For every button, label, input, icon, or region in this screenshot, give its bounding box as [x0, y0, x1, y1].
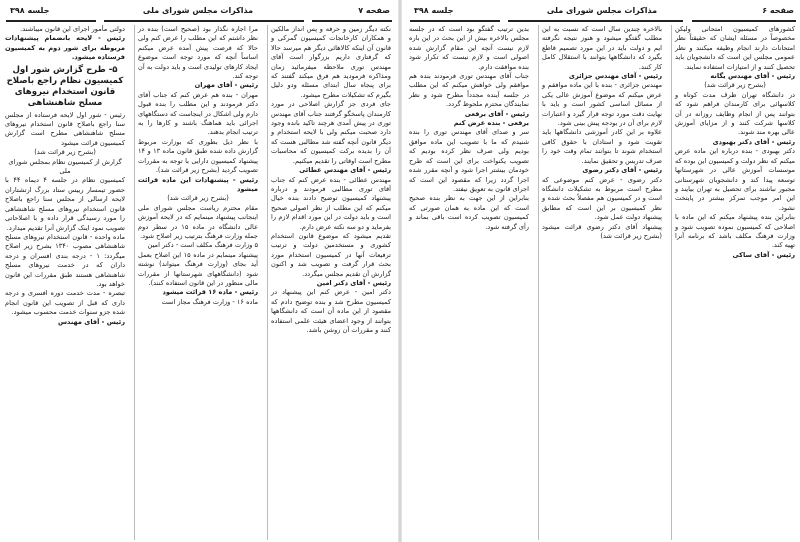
text-column — [134, 25, 261, 540]
paragraph: ۵ وزارت فرهنگ مکلف است - دکتر امین — [147, 241, 258, 250]
header-rule — [410, 20, 500, 22]
paragraph: دکتر رضوی - عرض کنم موضوعی که مطرح است مربوط به تشکیلات دانشگاه است و در کمیسیون هم مفصلاً بحث شده و نظر کمیسیون بر این است که مطابق پیشنهاد دولت عمل شود. — [542, 175, 662, 222]
paragraph: مقام محترم ریاست مجلس شورای ملی اینجانب پیشنهاد مینمایم که در لایحه آموزش عالی دانشگاه در ماده ۱۵ در سطر دوم جمله وزارت فرهنگ بترتیب زیر اصلاح شود. — [138, 203, 258, 240]
session-number: جلسه ۳۹۸ — [10, 6, 50, 15]
speaker-line: رئیس - پیشنهادات این ماده قرائت میشود — [138, 175, 258, 193]
paragraph: تبصره - مدت خدمت دوره افسری و درجه داری که قبل از تصویب این قانون انجام شده جزو سنوات خدمت محسوب میشود. — [5, 289, 125, 317]
paragraph: بالاخره چندین سال است که نسبت به این مطلب گفتگو میشود و هنوز نتیجه نگرفته ایم و دولت باید در این مورد تصمیم قاطع بگیرد که دانشگاهها بتوانند با استقلال کامل کار کنند. — [542, 25, 662, 71]
paragraph: مرا اجاره نگذار بود (صحیح است) بنده در نظر داشتم که این مطلب را عرض کنم ولی حالا که فرصت پیش آمده عرض میکنم اساساً آنچه که مورد توجه است موضوع ایجاد کارهای تولیدی است و باید دولت به آن توجه کند. — [138, 25, 258, 81]
text-column — [267, 25, 394, 540]
paragraph: در دانشگاه تهران ظرف مدت کوتاه و کلاسهائی برای کارمندان فراهم شود که بتوانند پس از انجام وظایف روزانه در آن کلاسها شرکت کنند و از مزایای آموزش عالی بهره مند شوند. — [675, 90, 795, 137]
left-page — [0, 0, 396, 542]
speaker-line: رئیس - آقای مهندس عطائی — [299, 166, 391, 175]
paragraph: (بشرح زیر قرائت شد) — [704, 81, 766, 90]
header-rule — [6, 20, 96, 22]
publication-title: مذاکرات مجلس شورای ملی — [142, 6, 254, 15]
paragraph: پیشنهاد آقای دکتر رضوی قرائت میشود (بشرح زیر قرائت شد) — [542, 222, 662, 240]
paragraph: مهران - بنده هم عرض کنم که جناب آقای دکتر فرمودند و این مطلب را بنده قبول دارم ولی اشکال در اینجاست که دستگاههای اجرائی باید هماهنگ باشند و کارها را به ترتیب انجام بدهند. — [138, 90, 258, 137]
paragraph: پیشنهاد مینمایم در ماده ۱۵ این اصلاح بعمل آید بجای (وزارت فرهنگ میتواند) نوشته شود (دانشگاههای شهرستانها از مقررات مالی منظور در این قانون استفاده کنند). — [138, 250, 258, 287]
text-column — [2, 25, 128, 540]
paragraph: دولتی مأمور اجرای این قانون میباشند. — [20, 25, 125, 33]
paragraph: دکتر امین - عرض کنم این پیشنهاد در کمیسیون مطرح شد و بنده توضیح دادم که مقصود از این ماده آن است که دانشگاهها بتوانند از وجود اعضای هیئت علمی استفاده کنند و مقررات آن روشن باشد. — [271, 288, 391, 334]
speaker-line: رئیس - لایحه بانضمام پیشنهادات مربوطه برای شور دوم به کمیسیون فرستاده میشود. — [5, 34, 125, 62]
speaker-line: رئیس - آقای ساکی — [732, 250, 795, 259]
paragraph: کشورهای کمیسیون امتحانی ولیکن مخصوصاً در مسئله ایشان که حقیقتاً نظر امتحانات دارند انجام وظیفه میکنند و نظر عمومی مجلس این است که دانشجویان باید تحصیل کنند و از امتیازات استفاده نمایند. — [675, 25, 795, 71]
paragraph: گزارش از کمیسیون نظام بمجلس شورای ملی — [8, 157, 122, 176]
session-number: جلسه ۳۹۸ — [414, 6, 454, 15]
page-header — [0, 6, 396, 20]
speaker-line: رئیس - آقای دکتر بهبودی — [712, 137, 795, 146]
paragraph: علاوه بر این کادر آموزشی دانشگاهها باید تقویت شود و استادان با حقوق کافی استخدام شوند تا بتوانند تمام وقت خود را صرف تدریس و تحقیق نمایند. — [542, 128, 662, 165]
text-columns — [404, 25, 800, 540]
paragraph: جناب آقای مهندس توری فرمودند بنده هم موافقم ولی خواهش میکنم که این مطلب در جلسه آینده مجدداً مطرح شود و نظر نمایندگان محترم ملحوظ گردد. — [409, 72, 529, 109]
right-page — [404, 0, 800, 542]
paragraph: رئیس - شور اول لایحه فرستاده از مجلس سنا راجع باصلاح قانون استخدام نیروهای مسلح شاهنشاهی مطرح است گزارش کمیسیون قرائت میشود — [5, 110, 125, 147]
paragraph: تقدیم میشود که موضوع قانون استخدام کشوری و مستخدمین دولت و ترتیب ترفیعات آنها در کمیسیون استخدام مورد بحث قرار گرفت و تصویب شد و اکنون گزارش آن تقدیم مجلس میگردد. — [271, 231, 391, 278]
paragraph: نکته دیگر زمین و حرفه و پس انداز مالکین و همکاران کارخانجات کمیسیون گمرکی و قانون آن اینکه کالاهائی دیگر هم میرسد حالا که گرفتاری داریم بزرگوار است آقای مهندس توری ملاحظه میفرمائید زمان ومذاکره فرمودید هم فرق میکند گفتند که برای پنجاه سال ابتدای مسئله ودو دلیل بگیرم که تشکیلات مطرح میشود. — [271, 25, 391, 99]
speaker-line: رئیس - آقای مهندس جزائری — [568, 72, 662, 81]
speaker-line: رئیس - آقای برقعی — [464, 109, 529, 118]
paragraph: مهندس عطائی - بنده عرض کنم که جناب آقای توری مطالبی فرمودند و درباره پیشنهاد کمیسیون توضیح دادند بنده خیال میکنم که این مطلب از نظر اصولی صحیح است و باید دولت در این مورد اقدام لازم را بفرماید و دو سه نکته عرض دارم. — [271, 175, 391, 231]
paragraph: با نظر ذیل بطوری که بوزارت مربوط گزارش داده شده طبق قانون ماده ۱۳ و ۱۴ پیشنهاد کمیسیون دارایی با توجه به مقررات تصویب گردید (بشرح زیر قرائت شد). — [138, 137, 258, 175]
page-number: صفحه ۷ — [358, 6, 390, 15]
paragraph: (بشرح زیر قرائت شد) — [34, 148, 96, 157]
speaker-line: رئیس - آقای دکتر امین — [316, 278, 391, 287]
publication-title: مذاکرات مجلس شورای ملی — [546, 6, 658, 15]
section-heading: ۵- طرح گزارش شور اول کمیسیون نظام راجع باصلاح قانون استخدام نیروهای مسلح شاهنشاهی — [6, 64, 124, 108]
text-columns — [0, 25, 396, 540]
speaker-line: رئیس - آقای مهندس یگانه — [710, 72, 795, 81]
speaker-line: برقعی - بنده عرض کنم — [453, 119, 529, 128]
paragraph: ماده واحده - قانون استخدام نیروهای مسلح شاهنشاهی مصوب ۱۳۴۰ بشرح زیر اصلاح میگردد: ۱ - درجه بندی افسران و درجه داران که در خدمت نیروهای مسلح شاهنشاهی هستند طبق مقررات این قانون خواهد بود. — [5, 232, 125, 288]
paragraph: کمیسیون نظام در جلسه ۴ دیماه ۴۴ با حضور تیمسار رییس ستاد بزرگ ارتشتاران لایحه ارسالی از مجلس سنا راجع باصلاح قانون استخدام نیروهای مسلح شاهنشاهی را مورد رسیدگی قرار داده و با اصلاحاتی تصویب نمود اینک گزارش آنرا تقدیم میدارد. — [5, 176, 125, 232]
speaker-line: رئیس - آقای مهران — [194, 81, 258, 90]
header-rule — [508, 20, 683, 22]
text-column — [406, 25, 532, 540]
paragraph: بنابراین بنده پیشنهاد میکنم که این ماده با اصلاحی که کمیسیون نموده تصویب شود و وزارت فرهنگ مکلف باشد که برنامه آنرا تهیه کند. — [675, 213, 795, 250]
page-header — [404, 6, 800, 20]
paragraph: مهندس جزائری - بنده با این ماده موافقم و عرض میکنم که موضوع آموزش عالی یکی از مسائل اساسی کشور است و باید با نهایت دقت مورد توجه قرار گیرد و اعتبارات لازم برای آن در بودجه پیش بینی شود. — [542, 81, 662, 128]
header-rule — [104, 20, 304, 22]
speaker-line: رئیس - ماده ۱۶ قرائت میشود — [162, 288, 258, 297]
paragraph: (بشرح زیر قرائت شد) — [167, 194, 229, 203]
header-rule — [692, 20, 796, 22]
paragraph: بنابراین از این جهت به نظر بنده صحیح است که این ماده به همان صورتی که کمیسیون تصویب کرده است باقی بماند و رأی گرفته شود. — [409, 194, 529, 231]
paragraph: دکتر بهبودی - بنده درباره این ماده عرض میکنم که نظر دولت و کمیسیون این بوده که موسسات آموزش عالی در شهرستانها توسعه پیدا کند و دانشجویان شهرستانی مجبور نباشند برای تحصیل به تهران بیایند و این امر موجب تمرکز بیشتر در پایتخت نشود. — [675, 147, 795, 212]
speaker-line: رئیس - آقای مهندس — [57, 317, 125, 326]
text-column — [538, 25, 665, 540]
text-column — [671, 25, 798, 540]
page-spine — [398, 0, 402, 542]
page-number: صفحه ۶ — [762, 6, 794, 15]
paragraph: ماده ۱۶ - وزارت فرهنگ مجاز است — [161, 297, 258, 306]
paragraph: جای فردی جز گزارش اصلاحی در مورد کارمندان پاسخگو گرفتند جناب آقای مهندس توری در پیش آمدی هرچند تاکید بانده وجود دارد صحبت میکنم ولی با لایحه استخدام و دیگر قانون آنچه گفته شد مطالبی هست که آن را بدیده برکت کمیسیون که محاسبات مطرح است اوقاتی را تقدیم میکنیم. — [271, 100, 391, 165]
paragraph: بدین ترتیب گفتگو بود است که در جلسه مجلس بالاخره بیش از این بحث در این باره لازم نیست آنچه این مقام گزارش شده اصولی است و لازم نیست که تکرار شود بنده موافقت دارم. — [409, 25, 529, 71]
header-rule — [312, 20, 392, 22]
speaker-line: رئیس - آقای دکتر رضوی — [582, 166, 662, 175]
paragraph: سر و صدای آقای مهندس توری را بنده شنیدم که ما با تصویب این ماده موافق بودیم ولی صرف نظر کرده بودیم که تصویب یکنواخت برای این است که طرح خودمان بیشتر اجرا شود و آنچه مقرر شده اجرا گردد زیرا که مقصود این است که اجرای قانون به تعویق نیفتد. — [409, 128, 529, 193]
